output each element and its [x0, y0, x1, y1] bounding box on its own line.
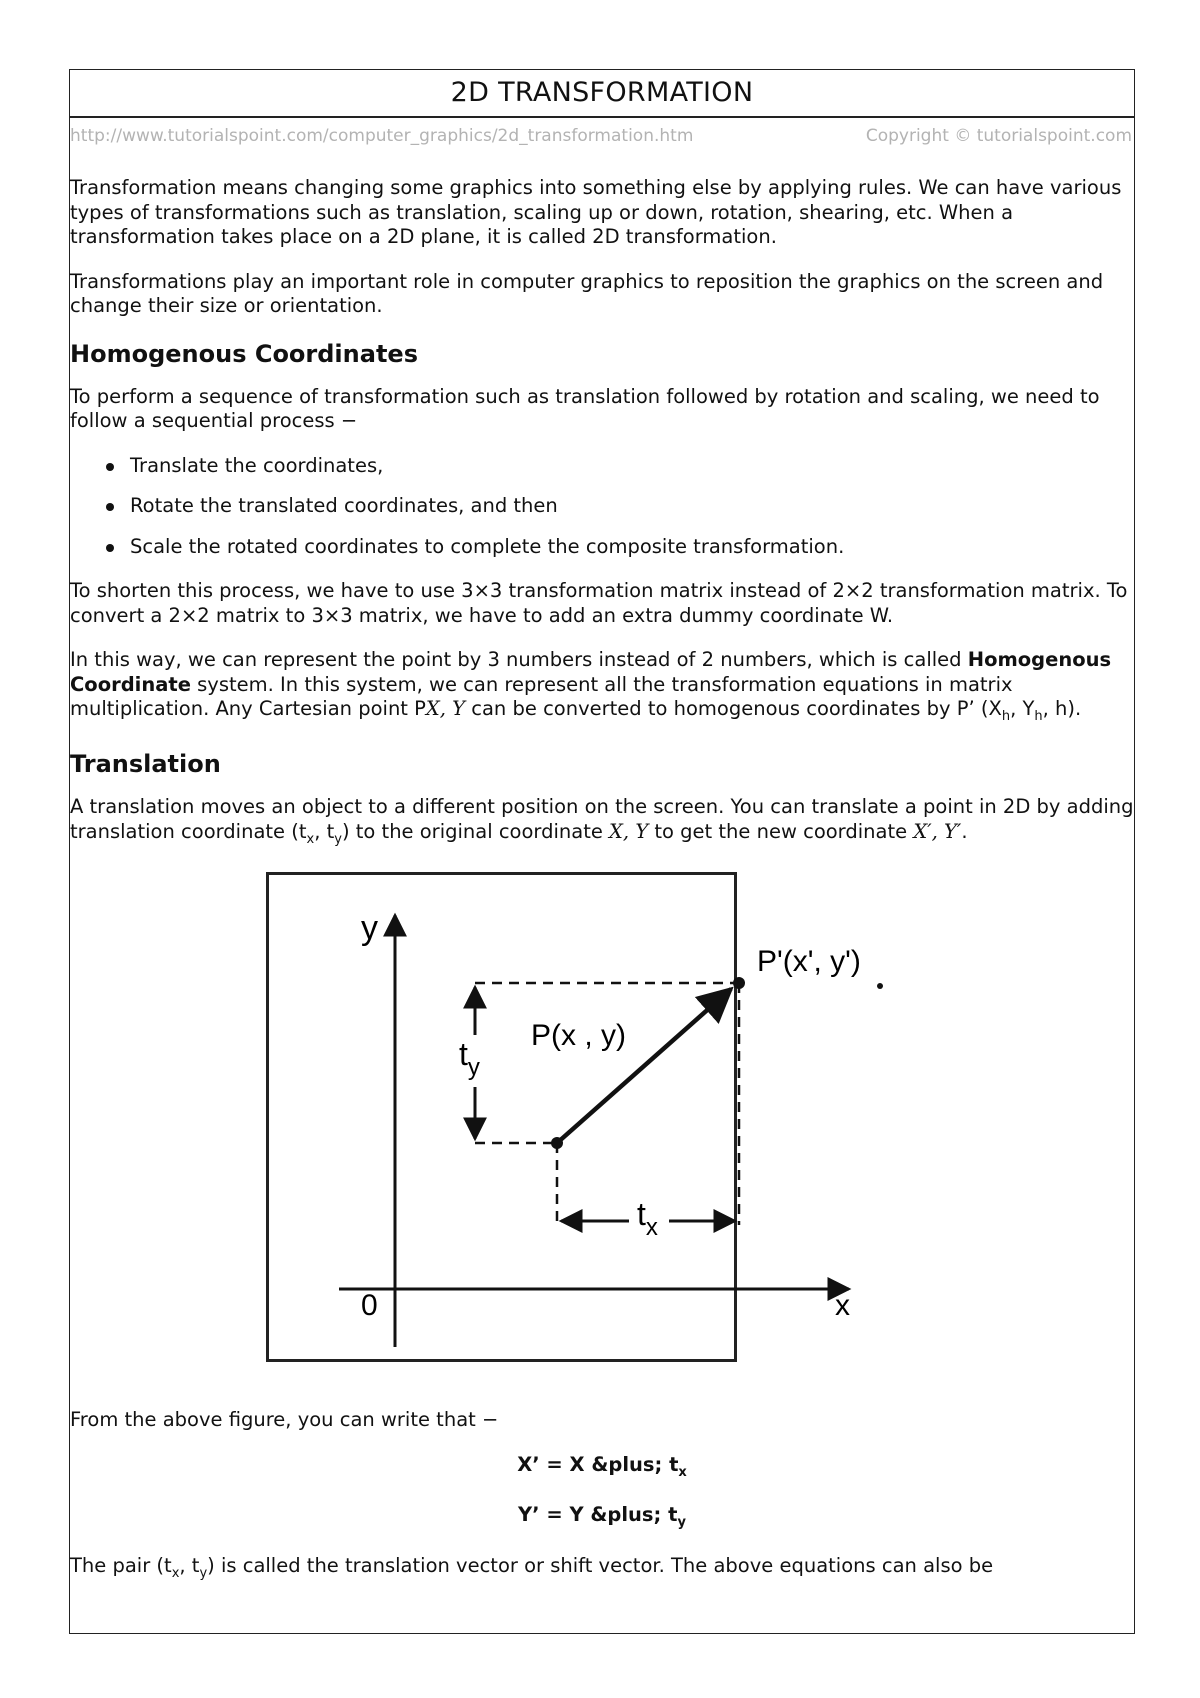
page-title: 2D TRANSFORMATION — [70, 70, 1134, 118]
list-item: Scale the rotated coordinates to complete the composite transformation. — [130, 535, 1134, 560]
translation-paragraph-3: The pair ($t_x$, $t_y$) is called the translation vector or shift vector. The above equations can also be — [70, 1553, 994, 1581]
bold-term: Homogenous Coordinate — [70, 648, 1112, 696]
origin-label: 0 — [361, 1289, 378, 1323]
translation-diagram — [269, 875, 861, 1359]
translation-figure — [266, 872, 861, 1362]
equation-x: X’ = X &plus; $t_x$ — [517, 1452, 687, 1480]
point-p-prime — [733, 977, 745, 989]
y-axis-label: y — [361, 909, 378, 948]
equation-y: Y’ = Y &plus; $t_y$ — [518, 1503, 686, 1531]
translation-paragraph-2: From the above figure, you can write that − — [70, 1408, 499, 1432]
translation-figure-wrap — [70, 872, 1134, 1390]
point-p-label: P(x , y) — [531, 1019, 626, 1053]
heading-translation: Translation — [70, 750, 221, 779]
article-body — [70, 148, 1134, 1586]
x-axis-label: x — [835, 1289, 850, 1323]
page-frame — [69, 69, 1135, 1634]
list-item: Rotate the translated coordinates, and then — [130, 494, 1134, 519]
point-p — [551, 1137, 563, 1149]
stray-dot — [877, 983, 883, 989]
tx-label: $t_x$ — [637, 1196, 658, 1242]
intro-paragraph-1: Transformation means changing some graphics into something else by applying rules. We can have various types of transformations such as translation, scaling up or down, rotation, shearing, etc. When a transformation takes place on a 2D plane, it is called 2D transformation. — [70, 176, 1122, 248]
homogenous-paragraph-2: To shorten this process, we have to use 3×3 transformation matrix instead of 2×2 transformation matrix. To convert a 2×2 matrix to 3×3 matrix, we have to add an extra dummy coordinate W. — [70, 579, 1128, 627]
heading-homogenous-coordinates: Homogenous Coordinates — [70, 339, 418, 368]
homogenous-paragraph-1: To perform a sequence of transformation such as translation followed by rotation and scaling, we need to follow a sequential process − — [70, 384, 1100, 432]
list-item: Translate the coordinates, — [130, 454, 1134, 479]
point-p-prime-label: P'(x', y') — [757, 945, 861, 979]
translation-vector — [557, 989, 731, 1143]
homogenous-paragraph-3: In this way, we can represent the point by 3 numbers instead of 2 numbers, which is called Homogenous Coordinate system. In this system, we can represent all the transformation equations in matrix multiplication. Any Cartesian point PX, Y can be converted to homogenous coordinates by P’ ($X_h$, $Y_h$, h). — [70, 648, 1112, 724]
intro-paragraph-2: Transformations play an important role in computer graphics to reposition the graphics on the screen and change their size or orientation. — [70, 269, 1104, 317]
translation-paragraph-1: A translation moves an object to a different position on the screen. You can translate a point in 2D by adding translation coordinate ($t_x$, $t_y$) to the original coordinate X, Y to get the new coordinate X′, Y′. — [70, 795, 1134, 847]
copyright-notice: Copyright © tutorialspoint.com — [865, 126, 1132, 146]
ty-label: $t_y$ — [459, 1036, 480, 1082]
meta-row — [70, 118, 1134, 148]
source-url[interactable]: http://www.tutorialspoint.com/computer_graphics/2d_transformation.htm — [70, 126, 694, 146]
process-steps-list — [70, 454, 1134, 560]
